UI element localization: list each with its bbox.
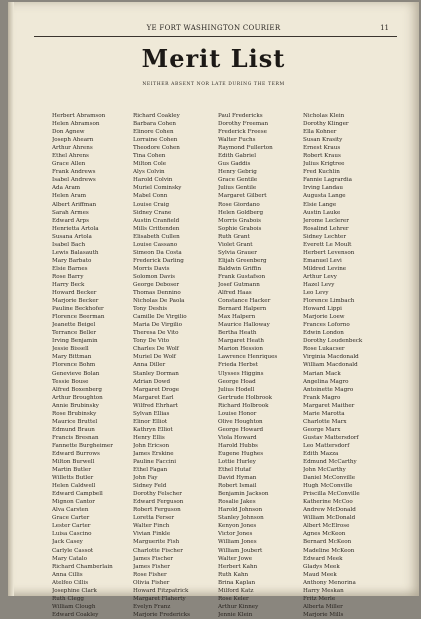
name-entry: William Macdonald xyxy=(303,362,358,369)
name-entry: Herbert Levenson xyxy=(303,249,355,256)
name-entry: Edmund McCarthy xyxy=(303,459,357,466)
name-entry: Priscilla McConville xyxy=(303,491,360,498)
name-entry: Maud Meek xyxy=(303,571,337,578)
name-entry: Evelyn Franz xyxy=(133,603,171,610)
name-entry: Baldwin Griffin xyxy=(218,265,262,272)
name-entry: George Howard xyxy=(218,426,264,433)
name-entry: Rose Barry xyxy=(52,273,84,280)
name-entry: William Jones xyxy=(218,539,257,546)
name-entry: Florence Beerman xyxy=(52,314,105,321)
name-entry: Theresa De Vito xyxy=(133,330,179,337)
name-entry: Henry Gebrig xyxy=(218,169,257,176)
name-entry: Francis Bresnan xyxy=(52,434,99,441)
name-entry: Olivia Fisher xyxy=(133,579,170,586)
name-entry: Ethel Ahrens xyxy=(52,153,89,160)
name-entry: Richard Holbrook xyxy=(218,402,269,409)
name-entry: Elijah Greenberg xyxy=(218,257,267,264)
name-entry: Margaret Flaherty xyxy=(133,595,186,602)
name-entry: Joseph Ahearn xyxy=(52,137,94,144)
name-entry: Helen Goldberg xyxy=(218,209,264,216)
name-entry: Elsie Barnes xyxy=(52,265,88,272)
name-entry: Julius Krigtree xyxy=(303,161,345,168)
name-entry: Sidney Feld xyxy=(133,483,167,490)
name-entry: Willetts Butler xyxy=(52,475,94,482)
name-entry: Elinor Elliot xyxy=(133,418,168,425)
name-entry: Rose Fisher xyxy=(133,571,167,578)
name-entry: Jack Casey xyxy=(52,539,83,546)
name-entry: Muriel De Wolf xyxy=(133,354,176,361)
name-entry: Arthur Ahrens xyxy=(52,145,93,152)
name-entry: Sylvia Grauer xyxy=(218,249,257,256)
name-entry: Austin Cranfield xyxy=(133,217,180,224)
name-entry: Dorothy Klinger xyxy=(303,121,349,128)
name-entry: Mills Crittenden xyxy=(133,225,180,232)
name-entry: Charlotte Fischer xyxy=(133,547,183,554)
name-entry: Charlotte Marx xyxy=(303,418,347,425)
page-header xyxy=(8,24,419,36)
name-entry: Marguerite Fish xyxy=(133,539,180,546)
name-entry: Isabel Bach xyxy=(52,241,86,248)
name-entry: Pauline Faccini xyxy=(133,459,177,466)
name-entry: Katherine McCoo xyxy=(303,499,353,506)
name-entry: Fred Kuchlin xyxy=(303,169,340,176)
name-entry: Alberta Miller xyxy=(303,603,343,610)
name-entry: Rose Keler xyxy=(218,595,249,602)
name-entry: Louise Craig xyxy=(133,201,170,208)
name-entry: Walter Fuchs xyxy=(218,137,256,144)
name-entry: William Joubert xyxy=(218,547,263,554)
name-entry: Hugh McConville xyxy=(303,483,353,490)
name-entry: Margaret Maither xyxy=(303,402,355,409)
name-entry: Irving Benjamin xyxy=(52,338,98,345)
name-entry: Marjorie Fredericks xyxy=(133,611,191,618)
name-entry: Paul Fredericks xyxy=(218,113,263,119)
name-entry: Margaret Heath xyxy=(218,338,265,345)
name-entry: Rose Lukacser xyxy=(303,346,345,353)
name-entry: Frances Loforno xyxy=(303,322,350,329)
name-entry: Morris Davis xyxy=(133,265,170,272)
name-entry: Louise Cassano xyxy=(133,241,178,248)
name-entry: Andrew McDonald xyxy=(303,507,356,514)
name-entry: Edward Meek xyxy=(303,555,343,562)
name-entry: John Ericson xyxy=(133,442,170,449)
name-entry: Arthur Levy xyxy=(303,273,337,280)
name-entry: Ella Kohner xyxy=(303,129,337,136)
document-page xyxy=(8,2,419,618)
name-entry: Viola Howard xyxy=(218,434,257,441)
name-entry: Milton Cole xyxy=(133,161,167,168)
page-number: 11 xyxy=(380,24,389,32)
name-entry: Morris Grabois xyxy=(218,217,261,224)
name-entry: Anthony Menorina xyxy=(303,579,356,586)
name-entry: Gus Gaddis xyxy=(218,161,251,168)
name-entry: Grace Allen xyxy=(52,161,86,168)
name-entry: Hazel Levy xyxy=(303,281,335,288)
name-entry: Howard Becker xyxy=(52,290,97,297)
name-entry: Helen Aram xyxy=(52,193,87,200)
name-entry: Tony De Vito xyxy=(133,338,170,345)
name-entry: John McCarthy xyxy=(303,467,346,474)
name-entry: Robert Ferguson xyxy=(133,507,181,514)
name-entry: Fannie Lagrardia xyxy=(303,177,352,184)
name-entry: Lawrence Henriques xyxy=(218,354,278,361)
names-column-2 xyxy=(133,112,215,619)
name-entry: Milton Burwell xyxy=(52,459,95,466)
name-entry: Marie Marotta xyxy=(303,410,345,417)
name-entry: Charles De Wolf xyxy=(133,346,179,353)
name-entry: Ethel Hutaf xyxy=(218,467,251,474)
name-entry: Terrance Beller xyxy=(52,330,97,337)
name-entry: Howard Fitzpatrick xyxy=(133,587,189,594)
name-entry: Luisa Cascino xyxy=(52,531,92,538)
page-fold-shadow xyxy=(8,2,14,596)
name-entry: James Fischer xyxy=(133,555,174,562)
name-entry: Austin Lauke xyxy=(303,209,341,216)
name-entry: Wilfred Ehrhart xyxy=(133,402,178,409)
name-entry: Rosalind Lehrer xyxy=(303,225,349,232)
name-entry: Benjamin Jackson xyxy=(218,491,269,498)
name-entry: Madeline McKeon xyxy=(303,547,355,554)
name-entry: Robert Kraus xyxy=(303,153,341,160)
name-entry: Gustav Mattersdorf xyxy=(303,434,359,441)
name-entry: David Hyman xyxy=(218,475,257,482)
name-entry: Marjorie Loew xyxy=(303,314,345,321)
name-entry: Harold Colvin xyxy=(133,177,173,184)
name-entry: Fritz Merle xyxy=(303,595,336,602)
name-entry: Everett Le Moult xyxy=(303,241,352,248)
name-entry: Frieda Herbst xyxy=(218,362,258,369)
name-entry: Agnes McKeon xyxy=(303,531,346,538)
name-entry: Nicholas De Paola xyxy=(133,298,185,305)
name-entry: Camille De Virgilio xyxy=(133,314,187,321)
name-entry: Solomon Davis xyxy=(133,273,176,280)
name-entry: Fannette Burgheimer xyxy=(52,442,113,449)
name-entry: Don Agnew xyxy=(52,129,85,136)
name-entry: Louise Honor xyxy=(218,410,257,417)
name-entry: Lewis Balasauth xyxy=(52,249,99,256)
name-entry: Edith Gabriel xyxy=(218,153,257,160)
name-entry: Julius Gentile xyxy=(218,185,257,192)
name-entry: Lorraine Cohen xyxy=(133,137,178,144)
name-entry: Alfred Boxenberg xyxy=(52,386,102,393)
name-entry: Genevieve Bolan xyxy=(52,370,100,377)
name-entry: Theodore Cohen xyxy=(133,145,180,152)
name-entry: Dorothy Loudenbeck xyxy=(303,338,363,345)
name-entry: Lester Carter xyxy=(52,523,91,530)
name-entry: William McDonald xyxy=(303,515,356,522)
name-entry: Richard Coakley xyxy=(133,113,180,119)
name-entry: Tessie Bouse xyxy=(52,378,89,385)
name-entry: William Clough xyxy=(52,603,96,610)
name-entry: Gertrude Holbrook xyxy=(218,394,273,401)
name-entry: Maria De Virgilio xyxy=(133,322,182,329)
name-entry: Susana Artola xyxy=(52,233,92,240)
name-entry: Mary Catalo xyxy=(52,555,88,562)
name-entry: Howard Lippi xyxy=(303,306,342,313)
name-entry: Florence Limbach xyxy=(303,298,355,305)
name-entry: Florence Bohm xyxy=(52,362,96,369)
name-entry: Alfred Haas xyxy=(218,290,252,297)
name-entry: Bertha Heath xyxy=(218,330,257,337)
name-entry: Ada Aram xyxy=(52,185,81,192)
name-entry: John Fay xyxy=(133,475,158,482)
name-entry: Mary Bittman xyxy=(52,354,92,361)
name-entry: Irving Landau xyxy=(303,185,343,192)
name-entry: Elinore Cohen xyxy=(133,129,174,136)
name-entry: Tina Cohen xyxy=(133,153,166,160)
name-entry: Edmund Braun xyxy=(52,426,95,433)
name-entry: Mabel Conn xyxy=(133,193,168,200)
name-entry: Leo Mattersdorf xyxy=(303,442,350,449)
name-entry: Edward Coakley xyxy=(52,611,99,618)
name-entry: Tony Deshis xyxy=(133,306,168,313)
name-entry: George Marx xyxy=(303,426,341,433)
name-entry: Edwin London xyxy=(303,330,344,337)
name-entry: Brina Kaplan xyxy=(218,579,256,586)
name-entry: Daniel McConville xyxy=(303,475,356,482)
page-subtitle: NEITHER ABSENT NOR LATE DURING THE TERM xyxy=(142,82,285,87)
name-entry: Annie Brubinsky xyxy=(52,402,99,409)
name-entry: Rose Brubinsky xyxy=(52,410,97,417)
name-entry: Elisabeth Cullen xyxy=(133,233,180,240)
name-entry: Sidney Crane xyxy=(133,209,172,216)
name-entry: Arthur Kinney xyxy=(218,603,259,610)
header-rule xyxy=(34,36,397,37)
names-column-1 xyxy=(52,112,134,619)
name-entry: Josef Gutmann xyxy=(218,281,260,288)
name-entry: Kathryn Elliot xyxy=(133,426,173,433)
name-entry: Ruth Clegg xyxy=(52,595,84,602)
name-entry: Walter Jowe xyxy=(218,555,253,562)
name-entry: Leo Levy xyxy=(303,290,329,297)
name-entry: Marian Mack xyxy=(303,370,341,377)
name-entry: Lottie Hurley xyxy=(218,459,256,466)
name-entry: George Hoad xyxy=(218,378,256,385)
name-entry: Gladys Meek xyxy=(303,563,340,570)
name-entry: Violet Grant xyxy=(218,241,253,248)
name-entry: Margaret Gilbert xyxy=(218,193,267,200)
name-entry: Mary Barbato xyxy=(52,257,92,264)
name-entry: Jennie Klein xyxy=(218,611,253,618)
name-entry: Albert Ariffman xyxy=(52,201,97,208)
name-entry: Barbara Cohen xyxy=(133,121,176,128)
name-entry: Emanuel Levi xyxy=(303,257,342,264)
name-entry: Thomas Dennino xyxy=(133,290,181,297)
names-column-4 xyxy=(303,112,385,619)
name-entry: Herbert Abramson xyxy=(52,113,106,119)
name-entry: Henry Ellis xyxy=(133,434,165,441)
name-entry: James Erskine xyxy=(133,450,174,457)
name-entry: Milford Katz xyxy=(218,587,254,594)
name-entry: Herbert Kahn xyxy=(218,563,258,570)
name-entry: Grace Carter xyxy=(52,515,90,522)
name-entry: Frederick Darling xyxy=(133,257,184,264)
name-entry: Angelina Magro xyxy=(303,378,349,385)
name-entry: Carlyle Cassot xyxy=(52,547,94,554)
name-entry: Mignon Cantor xyxy=(52,499,95,506)
name-entry: Bernard Halpern xyxy=(218,306,267,313)
name-entry: Isabel Andrews xyxy=(52,177,96,184)
name-entry: Harold Johnson xyxy=(218,507,263,514)
name-entry: Edward Arps xyxy=(52,217,89,224)
name-entry: James Fisher xyxy=(133,563,170,570)
name-entry: Harry Meskan xyxy=(303,587,344,594)
name-entry: Edward Ferguson xyxy=(133,499,184,506)
name-entry: Dorothy Freeman xyxy=(218,121,269,128)
name-entry: Anna Diller xyxy=(133,362,166,369)
name-entry: Rosalie Jakes xyxy=(218,499,256,506)
name-entry: Alys Colvin xyxy=(133,169,165,176)
name-entry: Grace Gentile xyxy=(218,177,258,184)
name-entry: Marion Hession xyxy=(218,346,263,353)
name-entry: Dorothy Felscher xyxy=(133,491,182,498)
name-entry: Henrietta Artola xyxy=(52,225,99,232)
page-title: Merit List xyxy=(141,44,286,73)
name-entry: Maurice Halloway xyxy=(218,322,270,329)
name-entry: Alva Carsten xyxy=(52,507,89,514)
name-entry: Frank Andrews xyxy=(52,169,96,176)
name-entry: Susan Krasity xyxy=(303,137,343,144)
name-entry: Margaret Earl xyxy=(133,394,174,401)
newspaper-title: YE FORT WASHINGTON COURIER xyxy=(146,24,281,32)
name-entry: Adrian Dowd xyxy=(133,378,171,385)
name-entry: Constance Hacker xyxy=(218,298,271,305)
name-entry: Walter Finch xyxy=(133,523,170,530)
name-entry: Ethel Fagan xyxy=(133,467,168,474)
name-entry: Antoinette Magro xyxy=(303,386,354,393)
name-entry: Harry Beck xyxy=(52,281,85,288)
name-entry: Jeanette Beigel xyxy=(52,322,96,329)
name-entry: Helen Caldwell xyxy=(52,483,96,490)
name-entry: Bernard McKeon xyxy=(303,539,352,546)
name-entry: George Deboser xyxy=(133,281,180,288)
name-entry: Albert McElrose xyxy=(303,523,350,530)
name-entry: Sylvan Ellias xyxy=(133,410,170,417)
name-entry: Rose Giordano xyxy=(218,201,260,208)
name-entry: Loretta Ferser xyxy=(133,515,175,522)
names-columns xyxy=(52,112,382,618)
name-entry: Vivian Finkle xyxy=(133,531,171,538)
name-entry: Stanley Johnson xyxy=(218,515,264,522)
name-entry: Virginia Macdonald xyxy=(303,354,359,361)
name-entry: Marjorie Mills xyxy=(303,611,344,618)
names-column-3 xyxy=(218,112,300,619)
name-entry: Robert Ismail xyxy=(218,483,257,490)
name-entry: Ruth Kahn xyxy=(218,571,249,578)
name-entry: Eugene Hughes xyxy=(218,450,264,457)
name-entry: Edward Burrows xyxy=(52,450,100,457)
name-entry: Josephine Clark xyxy=(52,587,97,594)
name-entry: Raymond Fullerton xyxy=(218,145,273,152)
name-entry: Martin Butler xyxy=(52,467,91,474)
name-entry: Nicholas Klein xyxy=(303,113,345,119)
name-entry: Arthur Broughton xyxy=(52,394,103,401)
name-entry: Julius Hodell xyxy=(218,386,255,393)
name-entry: Helen Abramson xyxy=(52,121,100,128)
name-entry: Sidney Lechter xyxy=(303,233,347,240)
name-entry: Frederick Freese xyxy=(218,129,267,136)
name-entry: Olive Houghton xyxy=(218,418,263,425)
name-entry: Jessie Bissell xyxy=(52,346,89,353)
name-entry: Kenyon Jones xyxy=(218,523,257,530)
name-entry: Edith Mazza xyxy=(303,450,339,457)
name-entry: Margaret Droge xyxy=(133,386,180,393)
name-entry: Frank Gustafson xyxy=(218,273,266,280)
name-entry: Pauline Beckhofer xyxy=(52,306,104,313)
name-entry: Jerome Leclerer xyxy=(303,217,349,224)
name-entry: Richard Chamberlain xyxy=(52,563,113,570)
name-entry: Sarah Armes xyxy=(52,209,89,216)
name-entry: Harold Hubbs xyxy=(218,442,258,449)
name-entry: Ernest Kraus xyxy=(303,145,341,152)
name-entry: Ulysses Higgins xyxy=(218,370,264,377)
name-entry: Simeon Da Costa xyxy=(133,249,182,256)
name-entry: Edward Campbell xyxy=(52,491,103,498)
name-entry: Stanley Dorman xyxy=(133,370,179,377)
name-entry: Muriel Cominsky xyxy=(133,185,182,192)
name-entry: Marjorie Becker xyxy=(52,298,99,305)
name-entry: Maurice Bruttel xyxy=(52,418,98,425)
name-entry: Victor Jones xyxy=(218,531,253,538)
name-entry: Mildred Levine xyxy=(303,265,347,272)
name-entry: Max Halpern xyxy=(218,314,256,321)
name-entry: Augusta Lange xyxy=(303,193,346,200)
name-entry: Elsie Lange xyxy=(303,201,337,208)
name-entry: Atelfeo Cillis xyxy=(52,579,89,586)
name-entry: Ruth Grant xyxy=(218,233,250,240)
name-entry: Frank Magro xyxy=(303,394,341,401)
name-entry: Sophie Grabois xyxy=(218,225,262,232)
name-entry: Anna Cillis xyxy=(52,571,83,578)
